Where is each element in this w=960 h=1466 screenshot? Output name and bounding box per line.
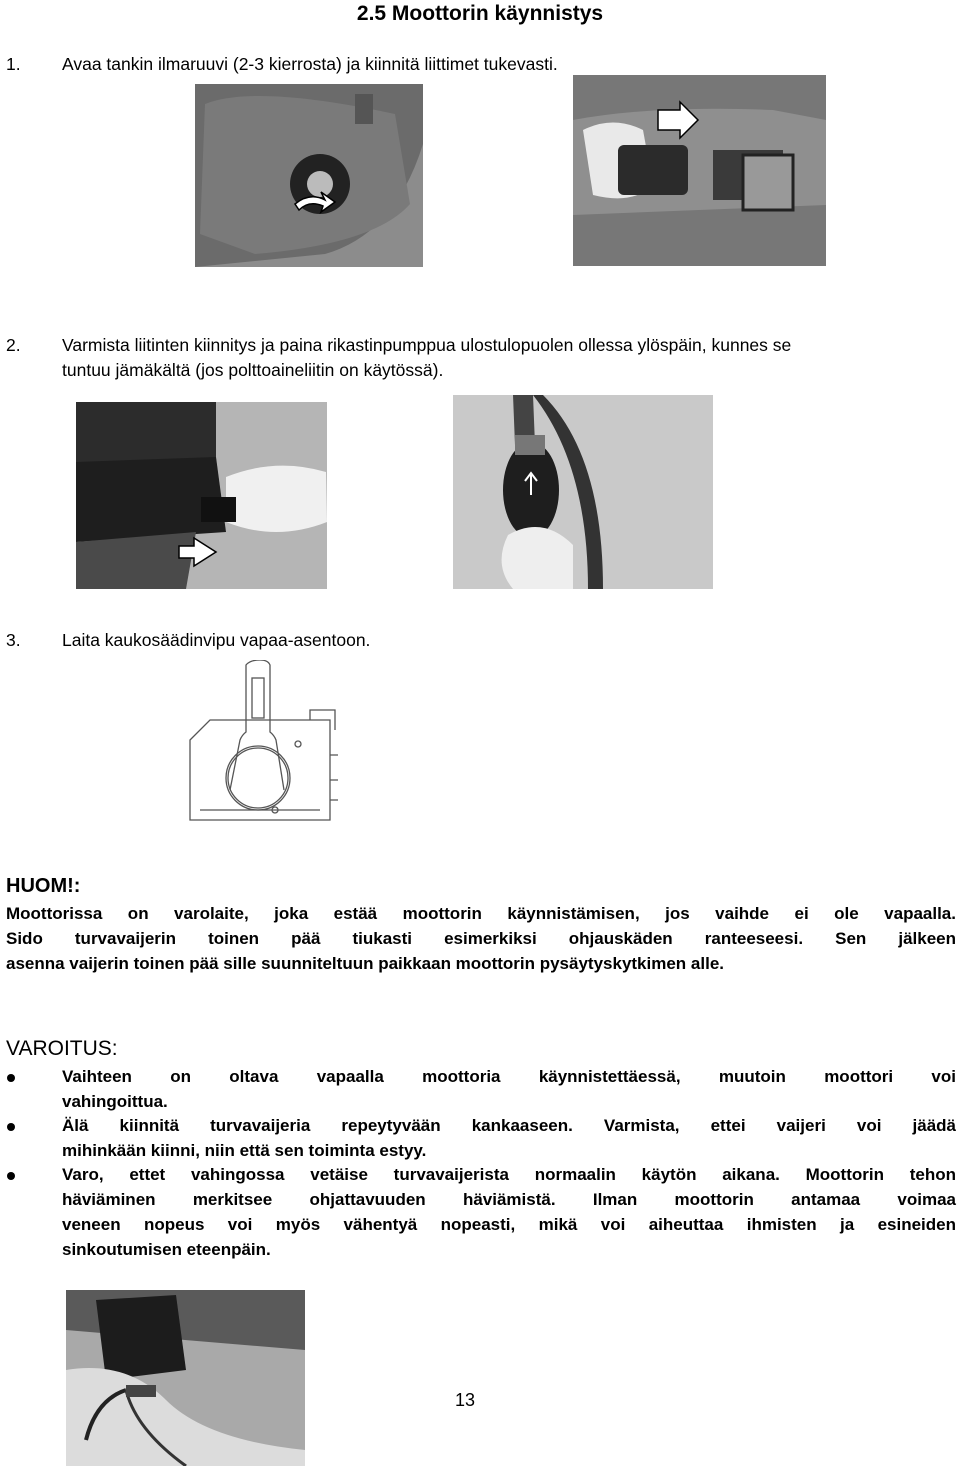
note-line: Moottorissa on varolaite, joka estää moottorin käynnistämisen, jos vaihde ei ole vapaalla. (6, 904, 956, 923)
note-line: asenna vaijerin toinen pää sille suunniteltuun paikkaan moottorin pysäytyskytkimen alle. (6, 954, 724, 973)
warning-line: Älä kiinnitä turvavaijeria repeytyvään kankaaseen. Varmista, ettei vaijeri voi jäädä (62, 1116, 956, 1135)
note-line: Sido turvavaijerin toinen pää tiukasti esimerkiksi ohjauskäden ranteeseesi. Sen jälkeen (6, 929, 956, 948)
connector-photo (573, 75, 826, 266)
page-title: 2.5 Moottorin käynnistys (356, 2, 604, 25)
warning-line: Vaihteen on oltava vapaalla moottoria käynnistettäessä, muutoin moottori voi (62, 1067, 956, 1086)
step-text-line: Varmista liitinten kiinnitys ja paina rikastinpumppua ulostulopuolen ollessa ylöspäin, kunnes se (62, 335, 792, 355)
safety-lanyard-photo (66, 1290, 305, 1466)
page-number: 13 (455, 1390, 476, 1410)
primer-bulb-photo (453, 395, 713, 589)
step-number: 2. (6, 335, 21, 355)
remote-control-drawing (180, 660, 355, 830)
bullet-icon (7, 1074, 15, 1082)
warning-line: häviäminen merkitsee ohjattavuuden häviämistä. Ilman moottorin antamaa voimaa (62, 1190, 956, 1209)
warning-heading: VAROITUS: (6, 1037, 118, 1060)
warning-line: sinkoutumisen eteenpäin. (62, 1240, 271, 1259)
step-number: 1. (6, 54, 21, 74)
step-text-line: tuntuu jämäkältä (jos polttoaineliitin on käytössä). (62, 360, 444, 380)
engine-connector-photo (76, 402, 327, 589)
note-heading: HUOM!: (6, 875, 81, 897)
step-number: 3. (6, 630, 21, 650)
bullet-icon (7, 1123, 15, 1131)
bullet-icon (7, 1172, 15, 1180)
step-text: Laita kaukosäädinvipu vapaa-asentoon. (62, 630, 371, 650)
warning-line: veneen nopeus voi myös vähentyä nopeasti, mikä voi aiheuttaa ihmisten ja esineiden (62, 1215, 956, 1234)
warning-line: mihinkään kiinni, niin että sen toiminta estyy. (62, 1141, 427, 1160)
fuel-tank-photo (195, 84, 423, 267)
warning-line: Varo, ettet vahingossa vetäise turvavaijerista normaalin käytön aikana. Moottorin tehon (62, 1165, 956, 1184)
warning-line: vahingoittua. (62, 1092, 168, 1111)
step-text: Avaa tankin ilmaruuvi (2-3 kierrosta) ja kiinnitä liittimet tukevasti. (62, 54, 558, 74)
